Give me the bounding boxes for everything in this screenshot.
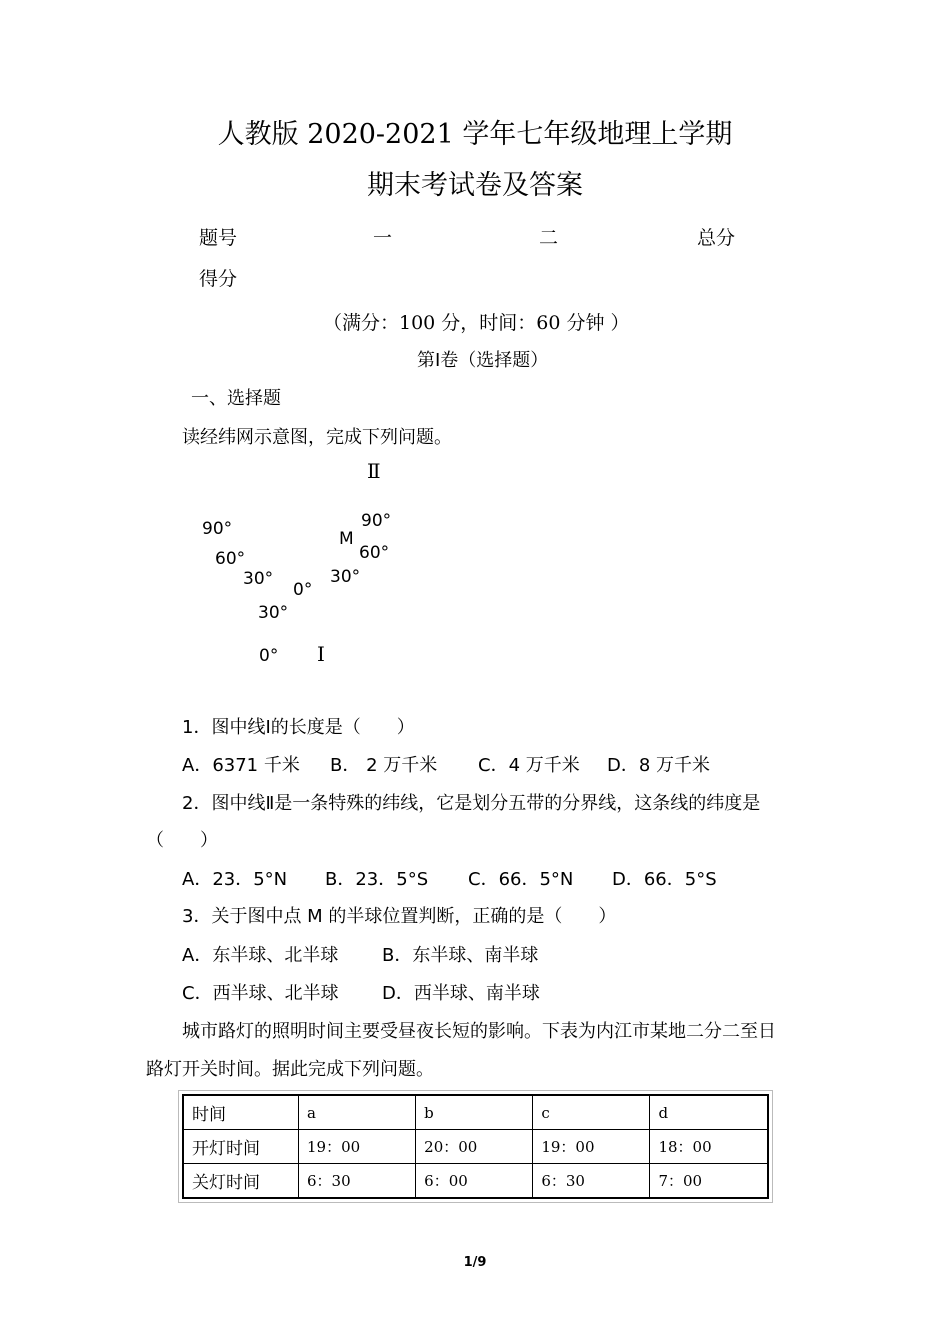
question-2-option-a: A．23．5°N [182,869,288,890]
intro-text-2: 城市路灯的照明时间主要受昼夜长短的影响。下表为内江市某地二分二至日 [182,1021,776,1042]
table-row [183,1164,768,1199]
question-1-option-b: B． 2 万千米 [330,755,438,776]
point-M-label: M [339,529,354,549]
score-header-total: 总分 [697,227,736,249]
table-header-cell: 时间 [183,1095,299,1130]
question-1-option-d: D．8 万千米 [607,755,711,776]
table-header-cell: c [533,1095,650,1130]
doc-title-line2: 期末考试卷及答案 [367,170,583,201]
line-II-label: Ⅱ [367,459,381,483]
question-3-option-d: D．西半球、南半球 [382,983,540,1004]
table-header-row [183,1095,768,1130]
section-title: 一、选择题 [191,388,281,409]
doc-title-line1: 人教版 2020-2021 学年七年级地理上学期 [217,119,733,150]
table-cell: 6：00 [416,1164,533,1199]
exam-info: （满分：100 分，时间：60 分钟 ） [323,312,630,334]
question-1-stem: 1．图中线Ⅰ的长度是（ ） [182,717,415,738]
question-1-option-c: C．4 万千米 [478,755,580,776]
lat-label: 60° [215,549,246,569]
table-cell: 19：00 [299,1130,416,1164]
question-2-option-d: D．66．5°S [612,869,717,890]
table-cell: 7：00 [650,1164,768,1199]
lat-label: 60° [359,543,390,563]
lat-label: 30° [258,603,289,623]
table-cell: 18：00 [650,1130,768,1164]
line-I-label: Ⅰ [317,642,325,666]
question-3-option-c: C．西半球、北半球 [182,983,339,1004]
table-cell: 6：30 [533,1164,650,1199]
table-cell: 6：30 [299,1164,416,1199]
table-cell: 开灯时间 [183,1130,299,1164]
score-header-part1: 一 [373,227,393,249]
question-2-option-c: C．66．5°N [468,869,574,890]
lat-label: 90° [202,519,233,539]
table-cell: 关灯时间 [183,1164,299,1199]
intro-text-2-cont: 路灯开关时间。据此完成下列问题。 [146,1059,434,1080]
lat-label: 30° [243,569,274,589]
page-number: 1/9 [463,1255,487,1270]
table-header-cell: a [299,1095,416,1130]
score-header-part2: 二 [539,227,559,249]
intro-text: 读经纬网示意图，完成下列问题。 [182,427,452,448]
question-3-option-b: B．东半球、南半球 [382,945,539,966]
question-1-option-a: A．6371 千米 [182,755,300,776]
table-header-cell: b [416,1095,533,1130]
table-cell: 19：00 [533,1130,650,1164]
lat-label: 90° [361,511,392,531]
question-2-stem: 2．图中线Ⅱ是一条特殊的纬线，它是划分五带的分界线，这条线的纬度是 [182,793,761,814]
streetlight-table [182,1094,769,1199]
table-row [183,1130,768,1164]
score-header-label: 题号 [199,227,238,249]
score-row-label: 得分 [199,268,238,290]
lat-label: 30° [330,567,361,587]
table-header-cell: d [650,1095,768,1130]
lat-label: 0° [293,580,313,600]
question-2-option-b: B．23．5°S [325,869,429,890]
question-2-stem-cont: （ ） [146,830,218,851]
lat-label: 0° [259,646,279,666]
part-title: 第Ⅰ卷（选择题） [417,350,549,371]
question-3-option-a: A．东半球、北半球 [182,945,339,966]
question-3-stem: 3．关于图中点 M 的半球位置判断，正确的是（ ） [182,906,617,927]
table-cell: 20：00 [416,1130,533,1164]
